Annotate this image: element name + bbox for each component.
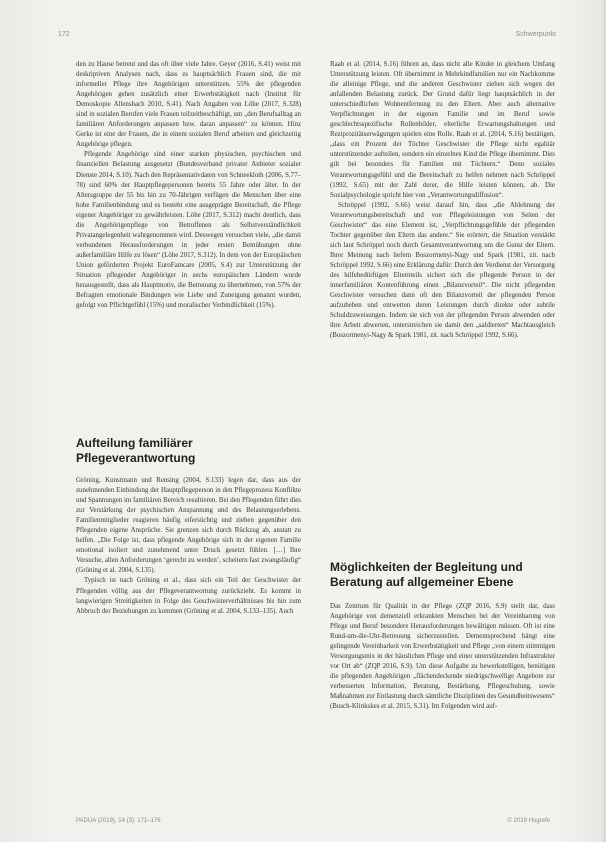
copyright-notice: © 2019 Hogrefe [507, 818, 550, 824]
paragraph: Das Zentrum für Qualität in der Pflege (ZQP 2016, S.9) stellt dar, dass Angehörige von demenziell erkrankten Menschen bei der Vereinbarung von Pflege und Beruf besondere Herausforderungen bewältigen müssen. Oft ist eine Rund-um-die-Uhr-Betreuung sicherzustellen. Dementsprechend hängt eine gelingende Vereinbarkeit von Erwerbstätigkeit und Pflege „von einem stimmigen Versorgungsmix in der häuslichen Pflege und einer unterstützenden Infrastruktur vor Ort ab“ (ZQP 2016, S.9). Um diese Aufgabe zu bewerkstelligen, benötigen die pflegenden Angehörigen „flächendeckende niedrigschwellige Angebote zur verbesserten Information, Beratung, Bestärkung, Pflegeschulung, sowie Maßnahmen zur Entlastung durch sämtliche Disziplinen des Gesundheitswesens“ (Busch-Klinkskes et al. 2015, S.31). Im Folgenden wird auf- [330, 603, 555, 711]
left-column-top [76, 60, 301, 311]
section-heading-family-care: Aufteilung familiärer Pflegeverantwortung [76, 436, 196, 465]
right-column-top [330, 60, 555, 341]
paragraph: Raab et al. (2014, S.16) führen an, dass nicht alle Kinder in gleichem Umfang Unterstützung leisten. Oft übernimmt in Mehrkindfamilien nur ein Nachkomme die alleinige Pflege, und die anderen Geschwister ziehen sich wegen der anfallenden Belastung zurück. Der Grund dafür liegt hauptsächlich in der unterschiedlichen Wohnentfernung zu den Eltern. Aber auch alternative Verpflichtungen in der eigenen Familie und im Beruf sowie geschlechtsspezifische Rollenbilder, elterliche Erwartungshaltungen und Reziprozitätserwägungen spielen eine Rolle. Raab et al. (2014, S.16) bestätigen, „dass ein Prozent der Töchter Geschwister die Pflege nicht egalitär unterstützender aufteilen, sondern ein einzelnes Kind die Pflege übernimmt. Dies gilt bei besonders für Familien mit Töchtern.“ Denn soziales Verantwortungsgefühl und die Bereitschaft zu helfen nehmen nach Schröppel (1992, S.65) mit der Zahl derer, die Hilfe leisten können, ab. Die Sozialpsychologie spricht hier von „Verantwortungsdiffusion“. [330, 61, 555, 199]
paragraph: Pflegende Angehörige sind einer starken physischen, psychischen und finanziellen Belastung ausgesetzt (Bundesverband privater Anbieter sozialer Dienste 2014, S.10). Nach den Repräsentativdaten von Schneekloth (2006, S.77–78) sind 60% der Hauptpflegepersonen bereits 55 Jahre oder älter. In der Altersgruppe der 55 bis hin zu 70-Jährigen verfügen die Menschen über eine hohe Familienbindung und es besteht eine ausgeprägte Bereitschaft, die Pflege eigener Angehöriger zu gewährleisten. Löhe (2017, S.312) macht deutlich, dass die Angehörigenpflege von Betroffenen als Selbstverständlichkeit Privatangelegenheit wahrgenommen wird. Deswegen versuchen viele, „die damit verbundenen Herausforderungen in jeder ersten Bemühungen ohne außerfamiliäre Hilfe zu lösen“ (Löhe 2017, S.312). In dem von der Europäischen Union geförderten Projekt EuroFamcare (2005, S.4) zur Unterstützung der Situation pflegender Angehöriger in sechs europäischen Ländern wurde herausgestellt, dass als Hauptmotiv, die Betreuung zu übernehmen, von 57% der Befragten emotionale Bindungen wie Liebe und Zuneigung genannt wurden, gefolgt von Pflichtgefühl (15%) und moralischer Verbindlichkeit (15%). [76, 151, 301, 310]
paragraph: den zu Hause betreut und das oft über viele Jahre. Geyer (2016, S.41) weist mit deskriptiven Analysen nach, dass es hauptsächlich Frauen sind, die mit informeller Pflege ihre Angehörigen unterstützen. 55% der pflegenden Angehörigen gehen zusätzlich einer Erwerbstätigkeit nach (Institut für Demoskopie Allensbach 2010, S.41). Nach Angaben von Löhe (2017, S.328) sind in sozialen Berufen viele Frauen teilzeitbeschäftigt, um „den Berufsalltag an familiären Anforderungen anpassen bzw. daran anpassen“ zu können. Hinz Gerke ist eine der Frauen, die in einem sozialen Beruf arbeiten und gleichzeitig Angehörige pflegen. [76, 61, 301, 149]
paragraph: Gröning, Kunstmann und Rensing (2004, S.133) legen dar, dass aus der zunehmenden Einbindung der Hauptpflegeperson in den Pflegeprozess Konflikte und Spannungen im familiären Bereich resultieren. Bei den Pflegenden führt dies zur Verstärkung der psychischen Anspannung und des Belastungserlebens. Familienmitglieder reagieren häufig eifersüchtig und ziehen gegenüber den Pflegenden eigene Ansprüche. Sie grenzen sich durch Rückzug ab, anstatt zu helfen. „Die Folge ist, dass pflegende Angehörige sich in der eigenen Familie emotional isoliert und zunehmend unter Druck gesetzt fühlen. […] Ihre Versuche, allen Anforderungen ‘gerecht zu werden’, scheitern fast zwangsläufig“ (Gröning et al. 2004, S.135). [76, 477, 301, 575]
section-heading-counseling: Möglichkeiten der Begleitung und Beratung auf allgemeiner Ebene [330, 560, 523, 589]
page-number: 172 [58, 31, 70, 38]
paragraph: Schröppel (1992, S.66) weist darauf hin, dass „die Ablehnung der Verantwortungsbereitschaft und von Pflegeleistungen von Seiten der Geschwister“ das eine Element ist, „Verpflichtungsgefühle der pflegenden Tochter gegenüber den Eltern das andere.“ Sie erörtert, die Situation verstärkt sich laut Schröppel noch durch Gesamtverantwortung um die Gunst der Eltern. Ihrer Meinung nach liefern Boszormenyi-Nagy und Spark (1981, zit. nach Schröppel 1992, S.66) eine Erklärung dafür: Durch den Verdienst der Versorgung des hilfebedürftigen Elternteils sichert sich die pflegende Person in der innerfamiliären Kontenführung einen „Bilanzvorteil“. Die nicht pflegenden Geschwister versuchen dann oft den Bilanzvorteil der pflegenden Person aufzuheben und entwerten deren Leistungen durch direkte oder subtile Schuldzuweisungen. Indem sie sich von der pflegenden Person abwenden oder ihre Arbeit abwerten, unterstreichen sie damit den „saldierten“ Machtausgleich (Boszormenyi-Nagy & Spark 1981, zit. nach Schröppel 1992, S.66). [330, 201, 555, 340]
section-label: Schwerpunkt [515, 31, 556, 38]
left-column-bottom [76, 476, 301, 617]
right-column-bottom [330, 602, 555, 713]
paragraph: Typisch ist nach Gröning et al., dass sich ein Teil der Geschwister der Pflegenden völlig aus der Pflegeverantwortung zurückzieht. Es kommt in langwierigen Streitigkeiten in Folge des Geschwisterverhältnisses bis hin zum Abbruch der Beziehungen zu kommen (Gröning et al. 2004, S.133–135). Auch [76, 577, 301, 615]
journal-citation: PADUA (2019), 14 (3): 171–176 [76, 818, 161, 824]
scan-edge-shadow [600, 0, 606, 842]
